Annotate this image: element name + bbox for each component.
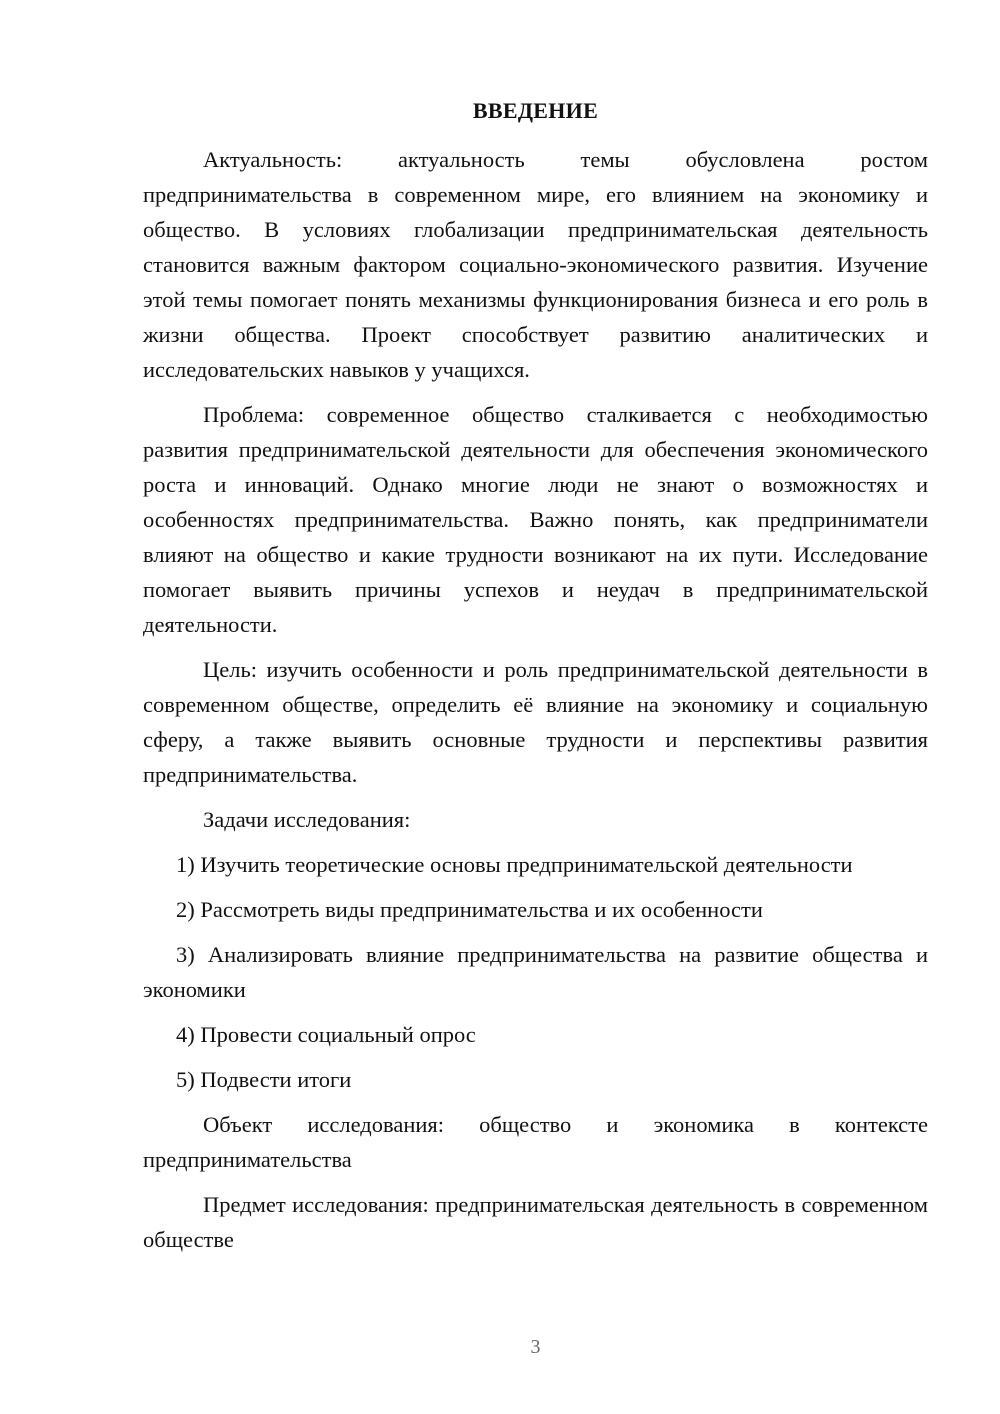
task-item-2: 2) Рассмотреть виды предпринимательства и их особенности [176, 897, 763, 922]
page-title: ВВЕДЕНИЕ [472, 98, 599, 123]
paragraph-object: Объект исследования: общество и экономика в контексте предпринимательства [143, 1112, 928, 1172]
page-number: 3 [530, 1336, 541, 1358]
task-item-4: 4) Провести социальный опрос [176, 1022, 476, 1047]
task-item-3: 3) Анализировать влияние предпринимательства на развитие общества и экономики [143, 942, 928, 1002]
document-body [143, 142, 928, 1267]
paragraph-problem: Проблема: современное общество сталкивается с необходимостью развития предпринимательской деятельности для обеспечения экономического роста и инноваций. Однако многие люди не знают о возможностях и особенностях предпринимательства. Важно понять, как предприниматели влияют на общество и какие трудности возникают на их пути. Исследование помогает выявить причины успехов и неудач в предпринимательской деятельности. [143, 402, 928, 637]
task-item-5: 5) Подвести итоги [176, 1067, 352, 1092]
paragraph-relevance: Актуальность: актуальность темы обусловлена ростом предпринимательства в современном мире, его влиянием на экономику и общество. В условиях глобализации предпринимательская деятельность становится важным фактором социально-экономического развития. Изучение этой темы помогает понять механизмы функционирования бизнеса и его роль в жизни общества. Проект способствует развитию аналитических и исследовательских навыков у учащихся. [143, 147, 928, 382]
tasks-heading: Задачи исследования: [203, 807, 411, 832]
paragraph-subject: Предмет исследования: предпринимательская деятельность в современном обществе [143, 1192, 928, 1252]
paragraph-goal: Цель: изучить особенности и роль предпринимательской деятельности в современном обществе, определить её влияние на экономику и социальную сферу, а также выявить основные трудности и перспективы развития предпринимательства. [143, 657, 928, 787]
task-item-1: 1) Изучить теоретические основы предпринимательской деятельности [176, 852, 853, 877]
